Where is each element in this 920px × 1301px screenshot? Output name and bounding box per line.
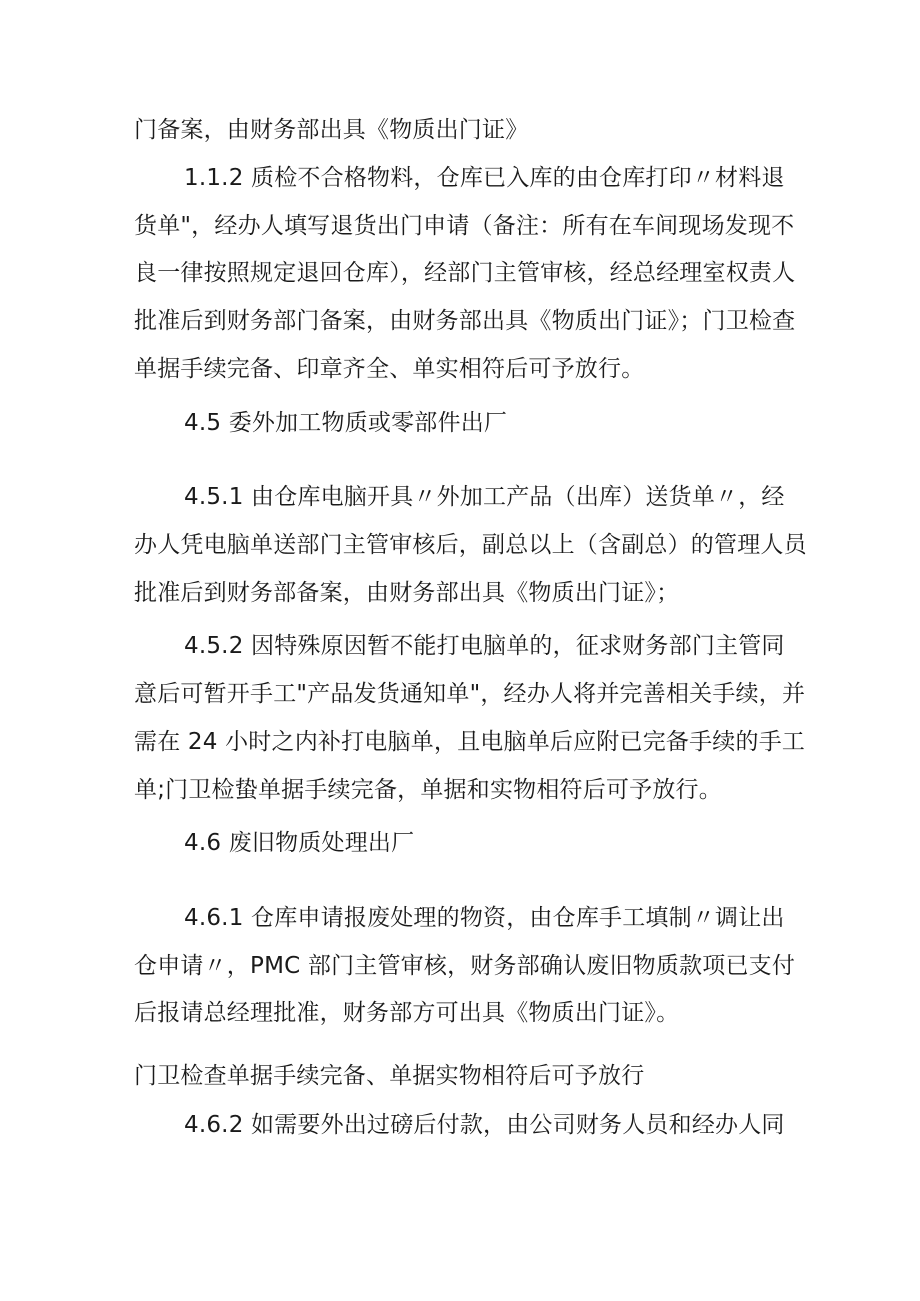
section-1-1-2-line-1: 1.1.2 质检不合格物料，仓库已入库的由仓库打印〃材料退 [184, 165, 785, 191]
section-4-6-2-line-1: 4.6.2 如需要外出过磅后付款，由公司财务人员和经办人同 [184, 1112, 785, 1138]
section-4-5-2-line-2: 意后可暂开手工"产品发货通知单"，经办人将并完善相关手续，并 [134, 681, 806, 707]
section-1-1-2-line-5: 单据手续完备、印章齐全、单实相符后可予放行。 [134, 356, 645, 382]
section-1-1-2-line-4: 批准后到财务部门备案，由财务部出具《物质出门证》；门卫检查 [134, 308, 796, 334]
gate-check-line: 门卫检查单据手续完备、单据实物相符后可予放行 [134, 1063, 645, 1089]
section-4-5-2-line-1: 4.5.2 因特殊原因暂不能打电脑单的，征求财务部门主管同 [184, 633, 785, 659]
section-4-6-1-line-2: 仓申请〃，PMC 部门主管审核，财务部确认废旧物质款项已支付 [134, 953, 796, 979]
paragraph-line: 门备案，由财务部出具《物质出门证》 [134, 117, 529, 143]
section-4-5-heading: 4.5 委外加工物质或零部件出厂 [184, 410, 508, 436]
section-4-5-2-line-3: 需在 24 小时之内补打电脑单，且电脑单后应附已完备手续的手工 [134, 729, 806, 755]
section-4-5-1-line-2: 办人凭电脑单送部门主管审核后，副总以上（含副总）的管理人员 [134, 532, 807, 558]
section-4-5-2-line-4: 单;门卫检蛰单据手续完备，单据和实物相符后可予放行。 [134, 777, 722, 803]
section-4-6-1-line-1: 4.6.1 仓库申请报废处理的物资，由仓库手工填制〃调让出 [184, 905, 785, 931]
section-4-6-heading: 4.6 废旧物质处理出厂 [184, 830, 415, 856]
section-1-1-2-line-2: 货单"，经办人填写退货出门申请（备注：所有在车间现场发现不 [134, 213, 795, 239]
section-4-6-1-line-3: 后报请总经理批准，财务部方可出具《物质出门证》。 [134, 1000, 680, 1026]
section-4-5-1-line-3: 批准后到财务部备案，由财务部出具《物质出门证》； [134, 580, 680, 606]
section-1-1-2-line-3: 良一律按照规定退回仓库），经部门主管审核，经总经理室权责人 [134, 260, 796, 286]
section-4-5-1-line-1: 4.5.1 由仓库电脑开具〃外加工产品（出库）送货单〃，经 [184, 484, 785, 510]
